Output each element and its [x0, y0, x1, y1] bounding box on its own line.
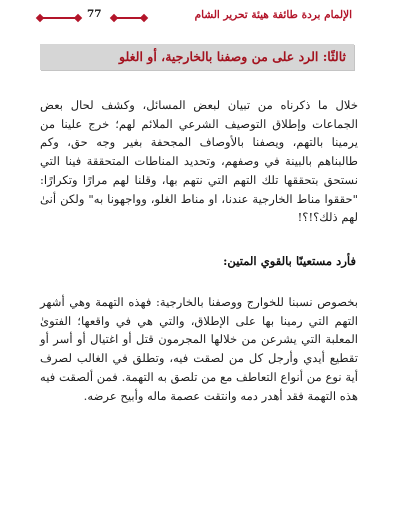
section-heading: ثالثًا: الرد على من وصفنا بالخارجية، أو الغلو: [119, 49, 346, 64]
page-number: 77: [87, 8, 102, 20]
running-title: الإلمام بردة طائفة هيئة تحرير الشام: [194, 9, 352, 21]
ornament-diamond: [110, 14, 118, 22]
ornament-diamond: [36, 14, 44, 22]
section-heading-bar: [40, 44, 354, 70]
body-paragraph-1: خلال ما ذكرناه من تبيان لبعض المسائل، وكشف لحال بعض الجماعات وإطلاق التوصيف الشرعي الملائم لهم؛ خرج علينا من يرمينا بالتهم، ويصفنا بالأوصاف المجحفة بغير وجه حق، وكم طالبناهم بالبينة في وصفهم، وتحديد المناطات المتحققة فينا التي نستحق بتحققها تلك التهم التي نتهم بها، وقلنا لهم مرارًا وتكرارًا: "حققوا مناط الخارجية عندنا، او مناط الغلو، وواجهونا به" ولكن أنىٰ لهم ذلك؟!؟!: [40, 98, 358, 225]
page-header: [40, 7, 360, 27]
header-ornament-middle: [114, 17, 144, 19]
ornament-diamond: [74, 14, 82, 22]
ornament-diamond: [140, 14, 148, 22]
body-paragraph-2: بخصوص نسبنا للخوارج ووصفنا بالخارجية: فهذه التهمة وهي أشهر التهم التي رمينا بها على الإطلاق، والتي هي في واقعها؛ الفتوىٰ المعلبة التي يشرعن من خلالها المجرمون قتل أو اغتيال أو أسر أو تقطيع أيدي وأرجل كل من لصقت فيه، وتطلق في الغالب لصرف أية نوع من أنواع التعاطف مع من تلصق به التهمة. فمن ألصقت فيه هذه التهمة فقد أهدر دمه وانتقت عصمة ماله وأبيح عرضه.: [40, 295, 358, 403]
subheading: فأرد مستعينًا بالقوي المتين:: [223, 254, 356, 268]
header-ornament-left: [40, 17, 78, 19]
